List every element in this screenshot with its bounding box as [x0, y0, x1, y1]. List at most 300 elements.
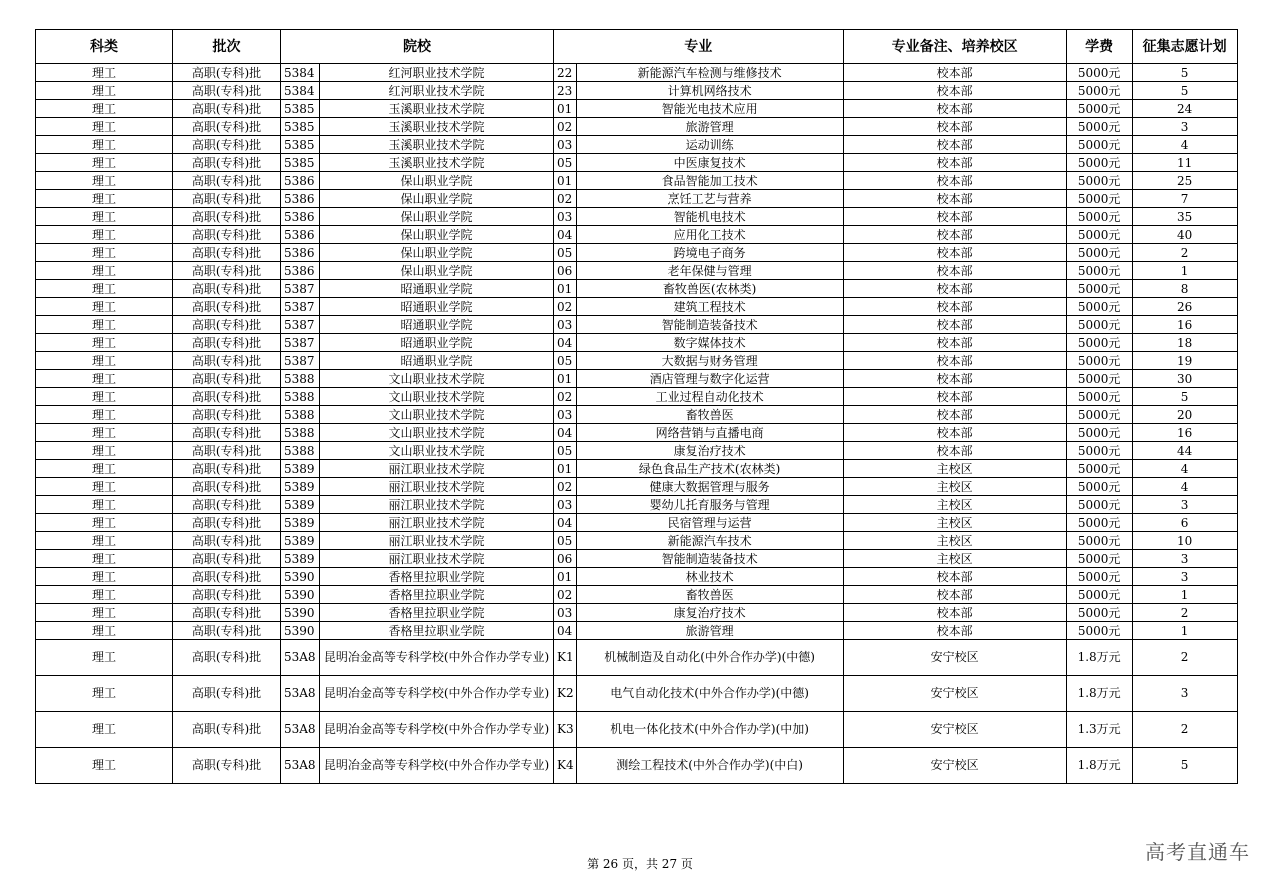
table-row [36, 226, 1238, 244]
cell-school-code: 5389 [281, 478, 320, 496]
table-row [36, 550, 1238, 568]
cell-tuition: 5000元 [1066, 532, 1132, 550]
cell-tuition: 1.8万元 [1066, 676, 1132, 712]
cell-campus: 校本部 [843, 118, 1066, 136]
cell-campus: 安宁校区 [843, 748, 1066, 784]
cell-tuition: 5000元 [1066, 514, 1132, 532]
cell-school-code: 5388 [281, 370, 320, 388]
table-row [36, 82, 1238, 100]
cell-campus: 校本部 [843, 442, 1066, 460]
cell-major-code: 06 [554, 262, 577, 280]
cell-campus: 校本部 [843, 424, 1066, 442]
cell-batch: 高职(专科)批 [173, 226, 281, 244]
cell-major-code: K1 [554, 640, 577, 676]
cell-plan: 20 [1132, 406, 1237, 424]
cell-school-name: 昆明冶金高等专科学校(中外合作办学专业) [320, 640, 554, 676]
cell-major-code: 05 [554, 154, 577, 172]
cell-batch: 高职(专科)批 [173, 298, 281, 316]
cell-batch: 高职(专科)批 [173, 622, 281, 640]
cell-campus: 校本部 [843, 208, 1066, 226]
cell-category: 理工 [36, 172, 173, 190]
cell-batch: 高职(专科)批 [173, 478, 281, 496]
cell-plan: 2 [1132, 604, 1237, 622]
cell-category: 理工 [36, 298, 173, 316]
cell-major-name: 机电一体化技术(中外合作办学)(中加) [576, 712, 843, 748]
cell-tuition: 5000元 [1066, 334, 1132, 352]
cell-school-code: 5385 [281, 136, 320, 154]
cell-school-name: 丽江职业技术学院 [320, 550, 554, 568]
cell-batch: 高职(专科)批 [173, 352, 281, 370]
table-row [36, 748, 1238, 784]
cell-tuition: 5000元 [1066, 352, 1132, 370]
cell-category: 理工 [36, 676, 173, 712]
header-category: 科类 [36, 30, 173, 64]
cell-school-code: 5386 [281, 208, 320, 226]
cell-tuition: 5000元 [1066, 262, 1132, 280]
header-batch: 批次 [173, 30, 281, 64]
cell-major-name: 绿色食品生产技术(农林类) [576, 460, 843, 478]
cell-plan: 4 [1132, 136, 1237, 154]
cell-category: 理工 [36, 712, 173, 748]
cell-school-code: 53A8 [281, 640, 320, 676]
header-school: 院校 [281, 30, 554, 64]
cell-plan: 30 [1132, 370, 1237, 388]
cell-campus: 主校区 [843, 532, 1066, 550]
cell-school-code: 5385 [281, 154, 320, 172]
cell-category: 理工 [36, 622, 173, 640]
cell-batch: 高职(专科)批 [173, 640, 281, 676]
cell-category: 理工 [36, 352, 173, 370]
cell-major-name: 老年保健与管理 [576, 262, 843, 280]
cell-major-name: 智能光电技术应用 [576, 100, 843, 118]
cell-school-name: 昆明冶金高等专科学校(中外合作办学专业) [320, 748, 554, 784]
cell-campus: 校本部 [843, 280, 1066, 298]
cell-plan: 44 [1132, 442, 1237, 460]
cell-plan: 3 [1132, 496, 1237, 514]
cell-major-code: 01 [554, 172, 577, 190]
cell-plan: 40 [1132, 226, 1237, 244]
cell-category: 理工 [36, 82, 173, 100]
cell-school-name: 玉溪职业技术学院 [320, 100, 554, 118]
cell-category: 理工 [36, 640, 173, 676]
cell-school-code: 5389 [281, 496, 320, 514]
cell-major-name: 工业过程自动化技术 [576, 388, 843, 406]
cell-plan: 3 [1132, 568, 1237, 586]
cell-major-code: 05 [554, 244, 577, 262]
cell-major-name: 网络营销与直播电商 [576, 424, 843, 442]
cell-major-code: 02 [554, 298, 577, 316]
cell-major-name: 康复治疗技术 [576, 442, 843, 460]
table-row [36, 514, 1238, 532]
cell-major-name: 智能制造装备技术 [576, 550, 843, 568]
cell-school-name: 昭通职业学院 [320, 280, 554, 298]
cell-plan: 2 [1132, 640, 1237, 676]
header-notes-campus: 专业备注、培养校区 [843, 30, 1066, 64]
cell-school-name: 保山职业学院 [320, 172, 554, 190]
cell-batch: 高职(专科)批 [173, 532, 281, 550]
cell-tuition: 5000元 [1066, 154, 1132, 172]
cell-major-code: 03 [554, 496, 577, 514]
cell-batch: 高职(专科)批 [173, 676, 281, 712]
table-row [36, 352, 1238, 370]
cell-batch: 高职(专科)批 [173, 370, 281, 388]
table-row [36, 370, 1238, 388]
admission-plan-table [35, 29, 1238, 784]
cell-school-code: 53A8 [281, 748, 320, 784]
table-row [36, 676, 1238, 712]
cell-category: 理工 [36, 280, 173, 298]
cell-campus: 校本部 [843, 406, 1066, 424]
cell-major-code: 04 [554, 226, 577, 244]
cell-major-name: 食品智能加工技术 [576, 172, 843, 190]
cell-category: 理工 [36, 226, 173, 244]
cell-school-name: 文山职业技术学院 [320, 442, 554, 460]
cell-major-name: 婴幼儿托育服务与管理 [576, 496, 843, 514]
cell-category: 理工 [36, 748, 173, 784]
cell-school-name: 玉溪职业技术学院 [320, 118, 554, 136]
cell-category: 理工 [36, 496, 173, 514]
cell-batch: 高职(专科)批 [173, 136, 281, 154]
cell-plan: 5 [1132, 64, 1237, 82]
cell-plan: 5 [1132, 82, 1237, 100]
table-row [36, 118, 1238, 136]
cell-school-name: 玉溪职业技术学院 [320, 136, 554, 154]
cell-major-code: 01 [554, 568, 577, 586]
cell-tuition: 5000元 [1066, 82, 1132, 100]
cell-category: 理工 [36, 154, 173, 172]
cell-school-name: 丽江职业技术学院 [320, 460, 554, 478]
cell-batch: 高职(专科)批 [173, 64, 281, 82]
cell-category: 理工 [36, 586, 173, 604]
cell-batch: 高职(专科)批 [173, 514, 281, 532]
cell-plan: 5 [1132, 748, 1237, 784]
cell-campus: 安宁校区 [843, 712, 1066, 748]
cell-major-code: 02 [554, 586, 577, 604]
cell-major-name: 新能源汽车技术 [576, 532, 843, 550]
cell-school-code: 5389 [281, 514, 320, 532]
cell-major-name: 智能机电技术 [576, 208, 843, 226]
table-row [36, 586, 1238, 604]
table-row [36, 406, 1238, 424]
table-row [36, 136, 1238, 154]
cell-campus: 校本部 [843, 568, 1066, 586]
cell-major-code: 03 [554, 208, 577, 226]
cell-school-name: 昭通职业学院 [320, 298, 554, 316]
cell-campus: 主校区 [843, 496, 1066, 514]
cell-major-code: K2 [554, 676, 577, 712]
cell-category: 理工 [36, 64, 173, 82]
table-row [36, 334, 1238, 352]
cell-major-name: 畜牧兽医(农林类) [576, 280, 843, 298]
table-row [36, 478, 1238, 496]
cell-campus: 校本部 [843, 586, 1066, 604]
cell-school-name: 丽江职业技术学院 [320, 496, 554, 514]
cell-school-name: 昆明冶金高等专科学校(中外合作办学专业) [320, 712, 554, 748]
cell-school-name: 文山职业技术学院 [320, 424, 554, 442]
cell-school-code: 5386 [281, 244, 320, 262]
cell-school-code: 5389 [281, 532, 320, 550]
table-row [36, 100, 1238, 118]
table-row [36, 262, 1238, 280]
cell-school-name: 昭通职业学院 [320, 352, 554, 370]
cell-tuition: 5000元 [1066, 298, 1132, 316]
cell-major-code: 04 [554, 424, 577, 442]
cell-school-name: 文山职业技术学院 [320, 406, 554, 424]
table-row [36, 568, 1238, 586]
cell-major-name: 健康大数据管理与服务 [576, 478, 843, 496]
cell-major-name: 新能源汽车检测与维修技术 [576, 64, 843, 82]
cell-tuition: 5000元 [1066, 64, 1132, 82]
cell-plan: 16 [1132, 316, 1237, 334]
cell-category: 理工 [36, 190, 173, 208]
cell-plan: 3 [1132, 676, 1237, 712]
cell-major-name: 机械制造及自动化(中外合作办学)(中德) [576, 640, 843, 676]
cell-batch: 高职(专科)批 [173, 568, 281, 586]
cell-batch: 高职(专科)批 [173, 190, 281, 208]
cell-school-code: 5385 [281, 118, 320, 136]
cell-major-code: 02 [554, 118, 577, 136]
cell-campus: 校本部 [843, 172, 1066, 190]
cell-campus: 校本部 [843, 262, 1066, 280]
cell-plan: 8 [1132, 280, 1237, 298]
cell-category: 理工 [36, 550, 173, 568]
cell-tuition: 5000元 [1066, 280, 1132, 298]
cell-campus: 校本部 [843, 352, 1066, 370]
cell-batch: 高职(专科)批 [173, 712, 281, 748]
cell-batch: 高职(专科)批 [173, 262, 281, 280]
table-row [36, 442, 1238, 460]
cell-major-name: 林业技术 [576, 568, 843, 586]
cell-tuition: 1.3万元 [1066, 712, 1132, 748]
cell-category: 理工 [36, 532, 173, 550]
cell-batch: 高职(专科)批 [173, 118, 281, 136]
cell-tuition: 5000元 [1066, 460, 1132, 478]
cell-school-name: 保山职业学院 [320, 262, 554, 280]
cell-tuition: 5000元 [1066, 190, 1132, 208]
cell-school-code: 5390 [281, 586, 320, 604]
cell-category: 理工 [36, 388, 173, 406]
cell-major-name: 旅游管理 [576, 622, 843, 640]
cell-batch: 高职(专科)批 [173, 208, 281, 226]
cell-school-name: 昭通职业学院 [320, 316, 554, 334]
cell-campus: 主校区 [843, 478, 1066, 496]
cell-category: 理工 [36, 424, 173, 442]
cell-school-code: 5390 [281, 604, 320, 622]
cell-major-code: 02 [554, 478, 577, 496]
cell-major-code: K3 [554, 712, 577, 748]
header-major: 专业 [554, 30, 844, 64]
cell-batch: 高职(专科)批 [173, 604, 281, 622]
cell-plan: 25 [1132, 172, 1237, 190]
cell-major-code: 01 [554, 280, 577, 298]
cell-tuition: 5000元 [1066, 316, 1132, 334]
cell-tuition: 5000元 [1066, 226, 1132, 244]
cell-tuition: 5000元 [1066, 622, 1132, 640]
cell-plan: 4 [1132, 478, 1237, 496]
cell-major-code: 05 [554, 442, 577, 460]
cell-category: 理工 [36, 514, 173, 532]
cell-plan: 5 [1132, 388, 1237, 406]
cell-campus: 主校区 [843, 460, 1066, 478]
cell-major-name: 畜牧兽医 [576, 406, 843, 424]
cell-tuition: 5000元 [1066, 568, 1132, 586]
cell-batch: 高职(专科)批 [173, 334, 281, 352]
cell-tuition: 5000元 [1066, 244, 1132, 262]
cell-campus: 主校区 [843, 550, 1066, 568]
cell-batch: 高职(专科)批 [173, 82, 281, 100]
cell-batch: 高职(专科)批 [173, 100, 281, 118]
cell-category: 理工 [36, 460, 173, 478]
cell-campus: 校本部 [843, 244, 1066, 262]
table-row [36, 280, 1238, 298]
cell-plan: 6 [1132, 514, 1237, 532]
cell-campus: 校本部 [843, 136, 1066, 154]
cell-campus: 校本部 [843, 154, 1066, 172]
cell-batch: 高职(专科)批 [173, 496, 281, 514]
table-row [36, 496, 1238, 514]
cell-batch: 高职(专科)批 [173, 172, 281, 190]
cell-category: 理工 [36, 604, 173, 622]
table-row [36, 244, 1238, 262]
cell-campus: 校本部 [843, 298, 1066, 316]
table-row [36, 172, 1238, 190]
cell-batch: 高职(专科)批 [173, 388, 281, 406]
cell-school-code: 5384 [281, 64, 320, 82]
cell-category: 理工 [36, 100, 173, 118]
cell-major-code: 22 [554, 64, 577, 82]
cell-category: 理工 [36, 568, 173, 586]
cell-category: 理工 [36, 442, 173, 460]
cell-major-code: 03 [554, 136, 577, 154]
cell-tuition: 5000元 [1066, 136, 1132, 154]
table-row [36, 388, 1238, 406]
cell-tuition: 1.8万元 [1066, 748, 1132, 784]
cell-plan: 1 [1132, 622, 1237, 640]
cell-major-name: 中医康复技术 [576, 154, 843, 172]
cell-plan: 18 [1132, 334, 1237, 352]
cell-campus: 校本部 [843, 226, 1066, 244]
cell-school-name: 玉溪职业技术学院 [320, 154, 554, 172]
cell-tuition: 5000元 [1066, 586, 1132, 604]
cell-school-code: 5388 [281, 388, 320, 406]
cell-plan: 26 [1132, 298, 1237, 316]
cell-school-name: 香格里拉职业学院 [320, 586, 554, 604]
cell-batch: 高职(专科)批 [173, 244, 281, 262]
cell-category: 理工 [36, 244, 173, 262]
cell-major-name: 建筑工程技术 [576, 298, 843, 316]
cell-category: 理工 [36, 136, 173, 154]
cell-school-code: 53A8 [281, 676, 320, 712]
cell-major-code: 04 [554, 622, 577, 640]
cell-campus: 主校区 [843, 514, 1066, 532]
cell-school-code: 5390 [281, 622, 320, 640]
cell-batch: 高职(专科)批 [173, 280, 281, 298]
table-row [36, 190, 1238, 208]
cell-major-name: 智能制造装备技术 [576, 316, 843, 334]
cell-school-name: 香格里拉职业学院 [320, 604, 554, 622]
cell-school-code: 5389 [281, 460, 320, 478]
cell-school-name: 丽江职业技术学院 [320, 514, 554, 532]
cell-major-name: 应用化工技术 [576, 226, 843, 244]
cell-major-code: 01 [554, 370, 577, 388]
cell-school-name: 丽江职业技术学院 [320, 478, 554, 496]
cell-category: 理工 [36, 316, 173, 334]
cell-plan: 16 [1132, 424, 1237, 442]
cell-school-code: 5386 [281, 262, 320, 280]
cell-plan: 7 [1132, 190, 1237, 208]
cell-school-name: 红河职业技术学院 [320, 64, 554, 82]
cell-school-name: 保山职业学院 [320, 208, 554, 226]
table-row [36, 154, 1238, 172]
cell-plan: 1 [1132, 262, 1237, 280]
cell-major-code: 05 [554, 532, 577, 550]
cell-major-code: 03 [554, 316, 577, 334]
cell-school-name: 丽江职业技术学院 [320, 532, 554, 550]
cell-tuition: 5000元 [1066, 496, 1132, 514]
table-row [36, 64, 1238, 82]
cell-batch: 高职(专科)批 [173, 586, 281, 604]
cell-plan: 1 [1132, 586, 1237, 604]
cell-major-code: 23 [554, 82, 577, 100]
cell-school-name: 昭通职业学院 [320, 334, 554, 352]
cell-major-name: 旅游管理 [576, 118, 843, 136]
cell-plan: 3 [1132, 550, 1237, 568]
cell-campus: 安宁校区 [843, 676, 1066, 712]
cell-batch: 高职(专科)批 [173, 406, 281, 424]
table-body [36, 64, 1238, 784]
cell-batch: 高职(专科)批 [173, 154, 281, 172]
cell-campus: 校本部 [843, 316, 1066, 334]
cell-school-code: 5388 [281, 406, 320, 424]
cell-school-code: 5387 [281, 280, 320, 298]
cell-campus: 校本部 [843, 100, 1066, 118]
watermark-logo: 高考直通车 [1145, 840, 1250, 864]
cell-tuition: 5000元 [1066, 478, 1132, 496]
cell-school-name: 昆明冶金高等专科学校(中外合作办学专业) [320, 676, 554, 712]
cell-tuition: 5000元 [1066, 424, 1132, 442]
cell-tuition: 5000元 [1066, 406, 1132, 424]
cell-school-code: 5390 [281, 568, 320, 586]
cell-major-code: K4 [554, 748, 577, 784]
cell-school-name: 保山职业学院 [320, 190, 554, 208]
table-row [36, 208, 1238, 226]
cell-major-name: 烹饪工艺与营养 [576, 190, 843, 208]
cell-batch: 高职(专科)批 [173, 460, 281, 478]
table-row [36, 640, 1238, 676]
table-row [36, 316, 1238, 334]
cell-major-code: 04 [554, 334, 577, 352]
table-row [36, 604, 1238, 622]
cell-tuition: 5000元 [1066, 604, 1132, 622]
cell-tuition: 5000元 [1066, 100, 1132, 118]
cell-major-name: 数字媒体技术 [576, 334, 843, 352]
header-plan: 征集志愿计划 [1132, 30, 1237, 64]
cell-school-name: 文山职业技术学院 [320, 388, 554, 406]
cell-campus: 校本部 [843, 388, 1066, 406]
cell-tuition: 5000元 [1066, 370, 1132, 388]
cell-campus: 校本部 [843, 604, 1066, 622]
cell-plan: 19 [1132, 352, 1237, 370]
cell-school-code: 5389 [281, 550, 320, 568]
cell-major-code: 05 [554, 352, 577, 370]
cell-school-code: 5385 [281, 100, 320, 118]
cell-major-name: 测绘工程技术(中外合作办学)(中白) [576, 748, 843, 784]
cell-school-code: 53A8 [281, 712, 320, 748]
cell-major-name: 计算机网络技术 [576, 82, 843, 100]
cell-school-name: 香格里拉职业学院 [320, 622, 554, 640]
cell-major-code: 01 [554, 100, 577, 118]
cell-major-code: 01 [554, 460, 577, 478]
